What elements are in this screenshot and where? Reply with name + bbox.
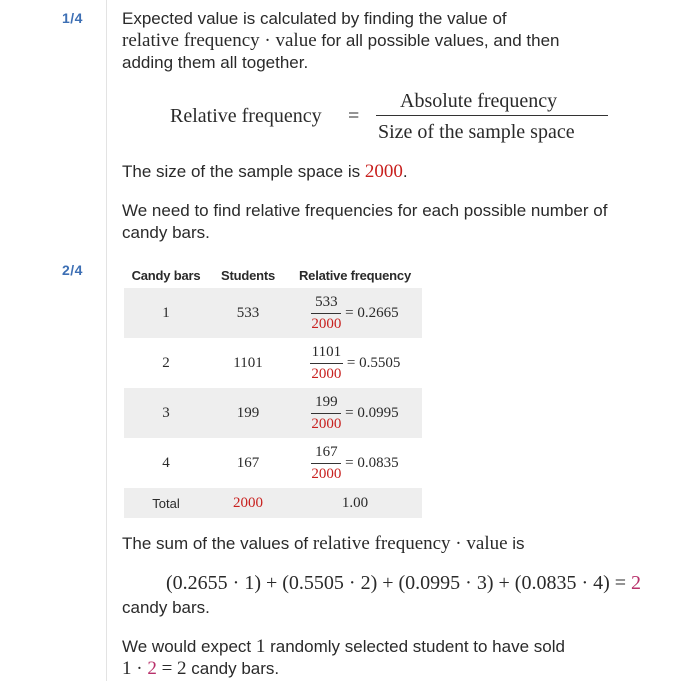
need-paragraph: [122, 200, 607, 244]
intro-line-2: [122, 30, 560, 52]
equation-terms: (0.2655 · 1) + (0.5505 · 2) + (0.0995 · 3) + (0.0835 · 4) =: [166, 572, 632, 594]
fraction: [311, 444, 341, 483]
intro-line-1: Expected value is calculated by finding the value of: [122, 9, 507, 28]
formula-lhs: Relative frequency: [170, 105, 322, 127]
intro-math: relative frequency · value: [122, 30, 317, 51]
sum-intro-line: [122, 533, 525, 555]
sample-space-value: 2000: [364, 161, 403, 182]
cell-relative-frequency: [288, 288, 422, 338]
fraction-denominator: 2000: [311, 415, 342, 432]
sum-math: relative frequency · value: [312, 533, 508, 554]
intro-line-3: adding them all together.: [122, 53, 309, 72]
fraction-denominator: 2000: [311, 465, 342, 482]
conclusion-math-b: 2: [147, 658, 157, 679]
formula-numerator: Absolute frequency: [400, 90, 558, 112]
need-line-1: We need to find relative frequencies for each possible number of: [122, 201, 608, 220]
sum-unit: candy bars.: [122, 598, 210, 617]
sample-space-text: The size of the sample space is: [122, 162, 365, 181]
step-number-1: 1/4: [62, 10, 83, 26]
fraction: [310, 344, 343, 383]
relative-frequency-value: = 0.0835: [345, 454, 399, 471]
conclusion-rest: randomly selected student to have sold: [265, 637, 565, 656]
fraction-numerator: 1101: [310, 344, 343, 364]
conclusion-paragraph: [122, 636, 565, 680]
fraction-denominator: 2000: [311, 315, 342, 332]
table-row: [124, 288, 422, 338]
relative-frequency-value: = 0.0995: [345, 404, 399, 421]
intro-line-2-text: for all possible values, and then: [316, 31, 560, 50]
total-students: 2000: [208, 488, 288, 518]
expected-value-equation: [166, 572, 641, 595]
relative-frequency-value: = 0.5505: [346, 354, 401, 371]
header-students: Students: [220, 267, 275, 283]
relative-frequency-table: [124, 262, 422, 518]
conclusion-math-c: = 2: [156, 658, 187, 679]
table-header-row: [124, 262, 422, 288]
table-row: [124, 438, 422, 488]
relative-frequency-value: = 0.2665: [345, 304, 399, 321]
sample-space-suffix: .: [402, 162, 408, 181]
total-label: Total: [124, 488, 208, 518]
fraction-denominator: 2000: [311, 365, 342, 382]
cell-candy: 4: [162, 454, 170, 471]
table-row: [124, 388, 422, 438]
formula-equals: =: [348, 105, 360, 127]
cell-candy: 3: [124, 388, 208, 438]
cell-students: 1101: [233, 354, 263, 371]
cell-candy: 2: [162, 354, 170, 371]
conclusion-prefix: We would expect: [122, 637, 256, 656]
fraction: [311, 394, 341, 433]
step-number-2: 2/4: [62, 262, 83, 278]
fraction-numerator: 533: [311, 294, 341, 314]
cell-relative-frequency: [288, 338, 422, 388]
table-total-row: [124, 488, 422, 518]
header-candy-bars: Candy bars: [131, 267, 201, 283]
formula-denominator: Size of the sample space: [378, 121, 575, 143]
total-relative-frequency: 1.00: [288, 488, 422, 518]
conclusion-line-2: [122, 658, 565, 680]
cell-relative-frequency: [288, 438, 422, 488]
conclusion-one: 1: [255, 636, 266, 657]
conclusion-math-a: 1 ·: [122, 658, 148, 679]
relative-frequency-formula: [170, 88, 620, 148]
fraction-numerator: 167: [311, 444, 341, 464]
equation-result: 2: [631, 572, 642, 594]
cell-candy: 1: [124, 288, 208, 338]
fraction: [311, 294, 341, 333]
sum-suffix: is: [507, 534, 525, 553]
step-rail: [106, 0, 107, 681]
fraction-numerator: 199: [311, 394, 341, 414]
conclusion-line-1: [122, 636, 565, 658]
intro-paragraph: [122, 8, 560, 74]
table-row: [124, 338, 422, 388]
sample-space-line: [122, 161, 408, 183]
need-line-2: candy bars.: [122, 223, 210, 242]
cell-students: 533: [208, 288, 288, 338]
fraction-bar: [376, 115, 608, 116]
sum-prefix: The sum of the values of: [122, 534, 313, 553]
conclusion-tail: candy bars.: [186, 659, 280, 678]
cell-students: 167: [236, 454, 260, 471]
header-relative-frequency: Relative frequency: [298, 267, 411, 283]
cell-relative-frequency: [288, 388, 422, 438]
cell-students: 199: [208, 388, 288, 438]
